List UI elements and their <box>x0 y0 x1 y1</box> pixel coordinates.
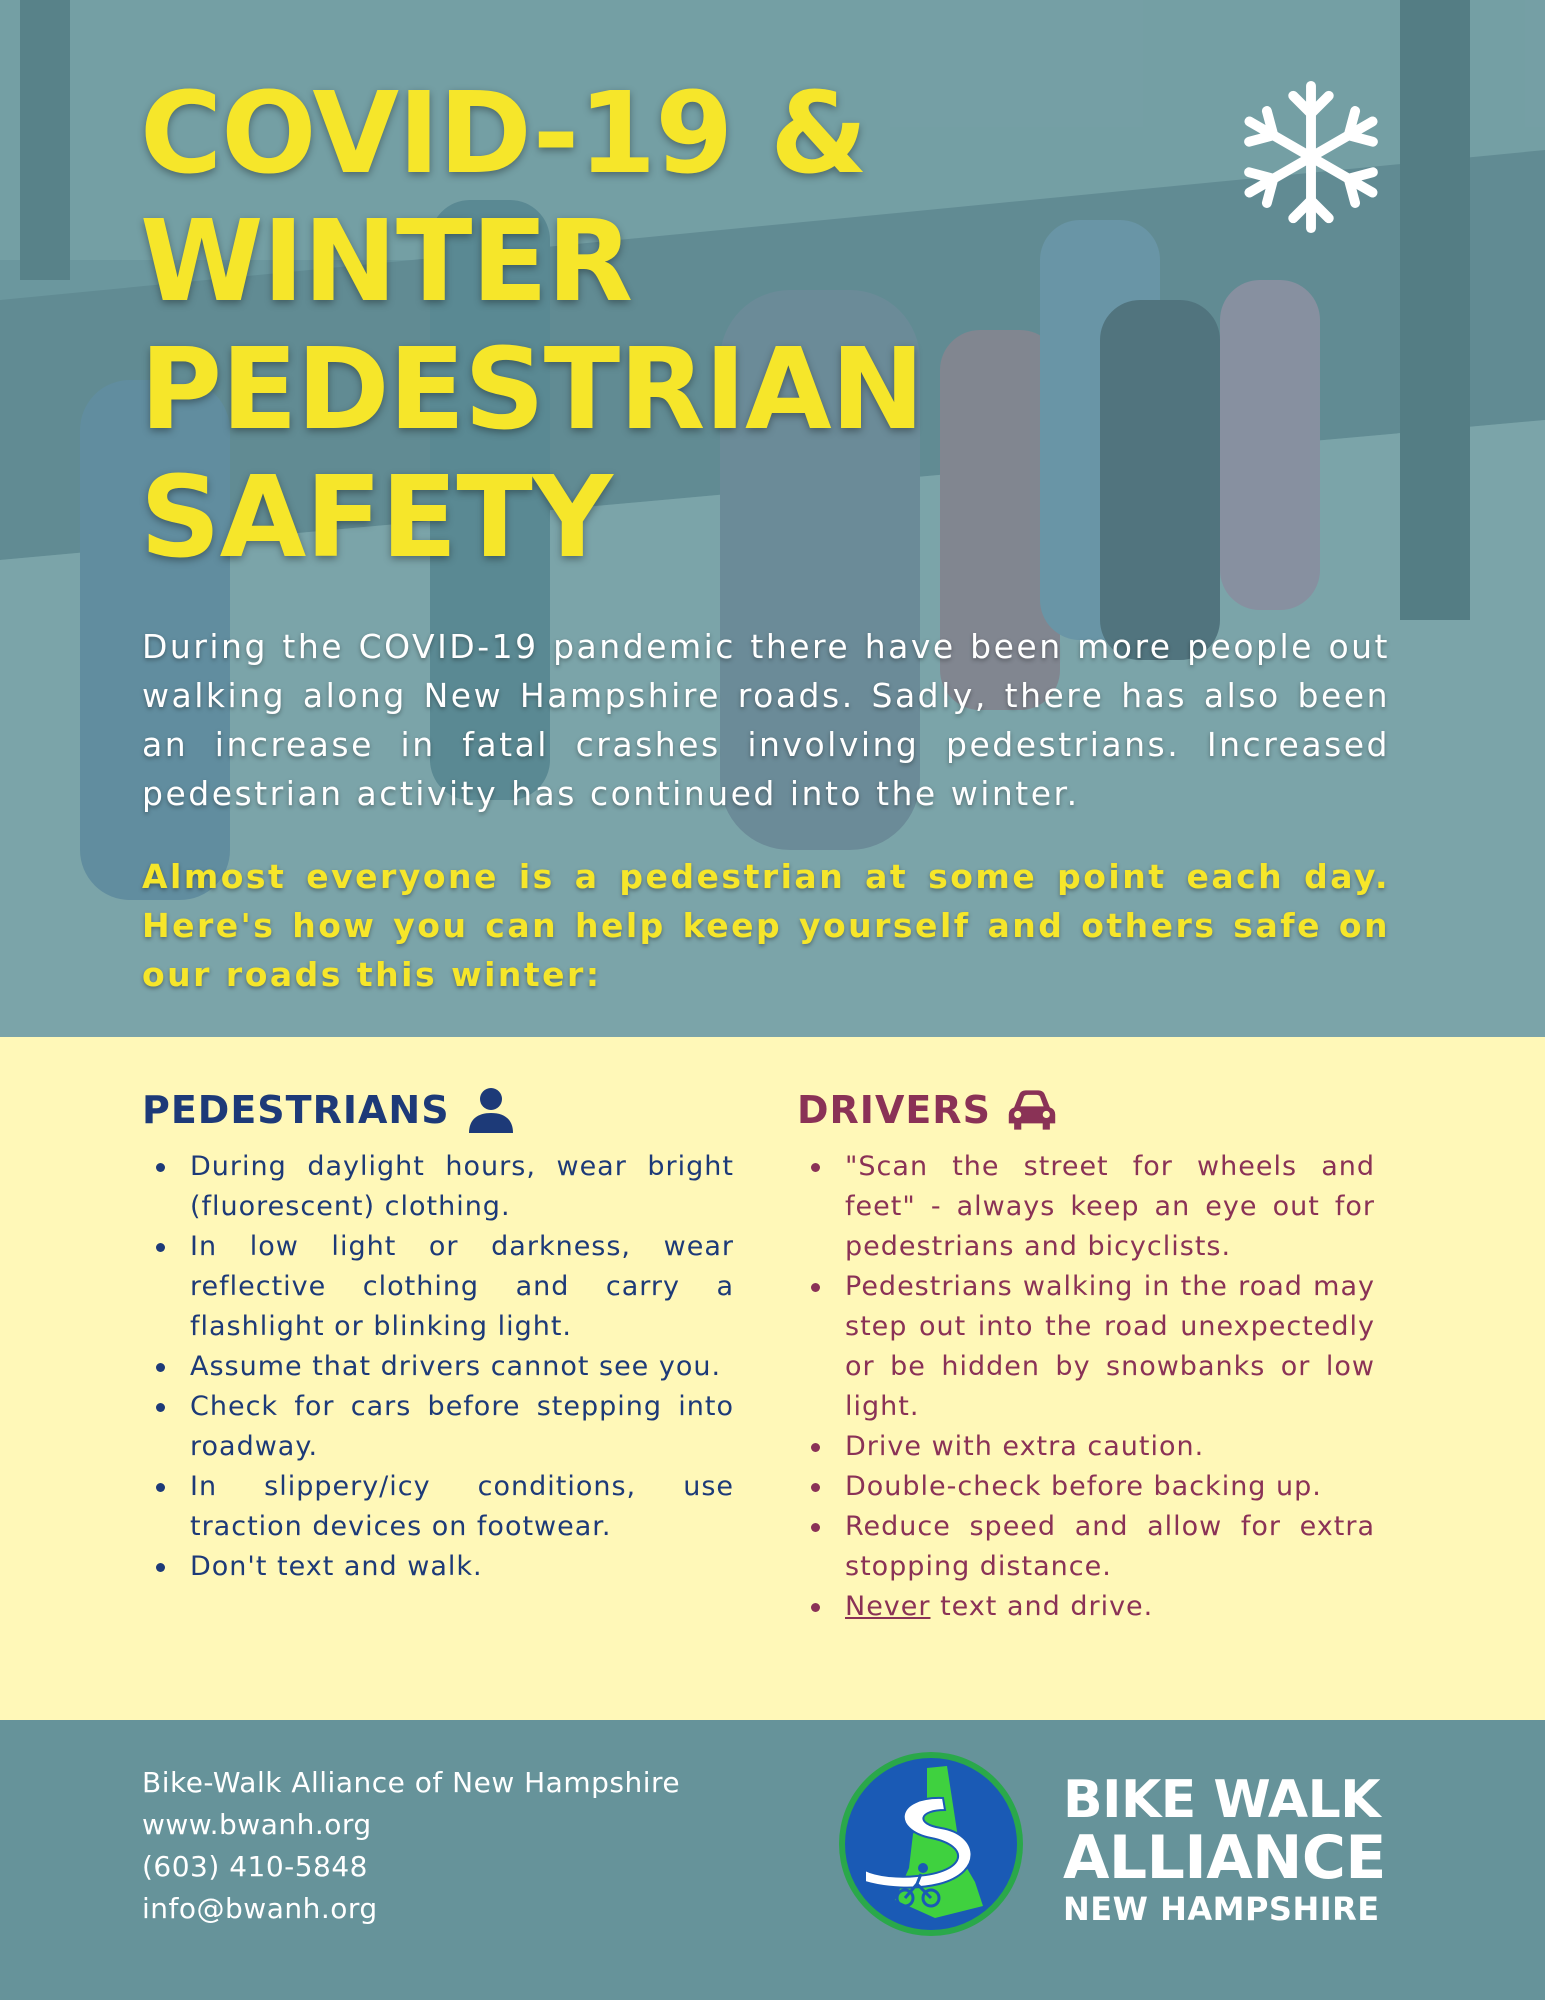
bullet <box>811 1483 820 1492</box>
tip-text: During daylight hours, wear bright (fluorescent) clothing. <box>190 1151 734 1222</box>
callout-paragraph: Almost everyone is a pedestrian at some point each day. Here's how you can help keep yourself and others safe on our roads this winter: <box>142 857 1390 994</box>
tip-text: Don't text and walk. <box>190 1551 483 1582</box>
tip-text: Reduce speed and allow for extra stopping distance. <box>845 1511 1375 1582</box>
safety-tips-section <box>0 1037 1545 1720</box>
tip-text: In slippery/icy conditions, use traction devices on footwear. <box>190 1471 734 1542</box>
bullet <box>156 1163 165 1172</box>
list-item <box>142 1347 734 1387</box>
drivers-heading <box>797 1085 1375 1135</box>
logo-wordmark <box>1063 1772 1386 1930</box>
list-item <box>142 1547 734 1587</box>
tip-text: In low light or darkness, wear reflective clothing and carry a flashlight or blinking light. <box>190 1231 734 1342</box>
list-item <box>797 1467 1375 1507</box>
title-line: PEDESTRIAN <box>140 325 924 455</box>
list-item <box>797 1587 1375 1627</box>
intro-paragraph: During the COVID-19 pandemic there have been more people out walking along New Hampshire roads. Sadly, there has also been an increase in fatal crashes involving pedestrians. Increased pedestrian activity has continued into the winter. <box>142 627 1390 813</box>
pedestrians-column <box>142 1085 734 1587</box>
list-item <box>797 1427 1375 1467</box>
tip-text: Drive with extra caution. <box>845 1431 1205 1462</box>
pedestrians-heading-label: PEDESTRIANS <box>142 1088 450 1132</box>
phone-number[interactable]: (603) 410-5848 <box>142 1850 368 1883</box>
list-item <box>142 1227 734 1347</box>
logo-line: BIKE WALK <box>1063 1770 1381 1830</box>
tip-text: Assume that drivers cannot see you. <box>190 1351 722 1382</box>
bullet <box>811 1523 820 1532</box>
bullet <box>156 1483 165 1492</box>
bullet <box>811 1283 820 1292</box>
tip-text: "Scan the street for wheels and feet" - always keep an eye out for pedestrians and bicyclists. <box>845 1151 1375 1262</box>
list-item <box>797 1507 1375 1587</box>
list-item <box>797 1267 1375 1427</box>
bullet <box>156 1403 165 1412</box>
org-name: Bike-Walk Alliance of New Hampshire <box>142 1766 681 1799</box>
tip-text: text and drive. <box>930 1591 1154 1622</box>
pedestrians-tip-list <box>142 1147 734 1587</box>
pedestrians-heading <box>142 1085 734 1135</box>
tip-text: Check for cars before stepping into roadway. <box>190 1391 734 1462</box>
bullet <box>811 1163 820 1172</box>
title-line: COVID-19 & <box>140 69 867 199</box>
list-item <box>142 1467 734 1547</box>
logo-line: ALLIANCE <box>1063 1823 1386 1893</box>
drivers-column <box>797 1085 1375 1627</box>
bullet <box>811 1603 820 1612</box>
drivers-heading-label: DRIVERS <box>797 1088 991 1132</box>
list-item <box>797 1147 1375 1267</box>
person-icon <box>466 1085 516 1135</box>
website-link[interactable]: www.bwanh.org <box>142 1808 372 1841</box>
bullet <box>156 1563 165 1572</box>
bullet <box>811 1443 820 1452</box>
bullet <box>156 1243 165 1252</box>
logo-line: NEW HAMPSHIRE <box>1063 1890 1380 1928</box>
never-emphasis: Never <box>845 1591 931 1622</box>
car-icon <box>1007 1085 1057 1135</box>
list-item <box>142 1387 734 1467</box>
bwanh-logo-icon <box>835 1748 1027 1940</box>
email-link[interactable]: info@bwanh.org <box>142 1892 378 1925</box>
tip-text: Pedestrians walking in the road may step out into the road unexpectedly or be hidden by snowbanks or low light. <box>845 1271 1375 1422</box>
footer <box>0 1720 1545 2000</box>
bullet <box>156 1363 165 1372</box>
tip-text: Double-check before backing up. <box>845 1471 1322 1502</box>
title-line: WINTER <box>140 197 633 327</box>
title-line: SAFETY <box>140 453 612 583</box>
drivers-tip-list <box>797 1147 1375 1627</box>
list-item <box>142 1147 734 1227</box>
snowflake-icon <box>1232 78 1390 236</box>
contact-block <box>142 1762 680 1930</box>
page-title <box>140 70 1040 582</box>
